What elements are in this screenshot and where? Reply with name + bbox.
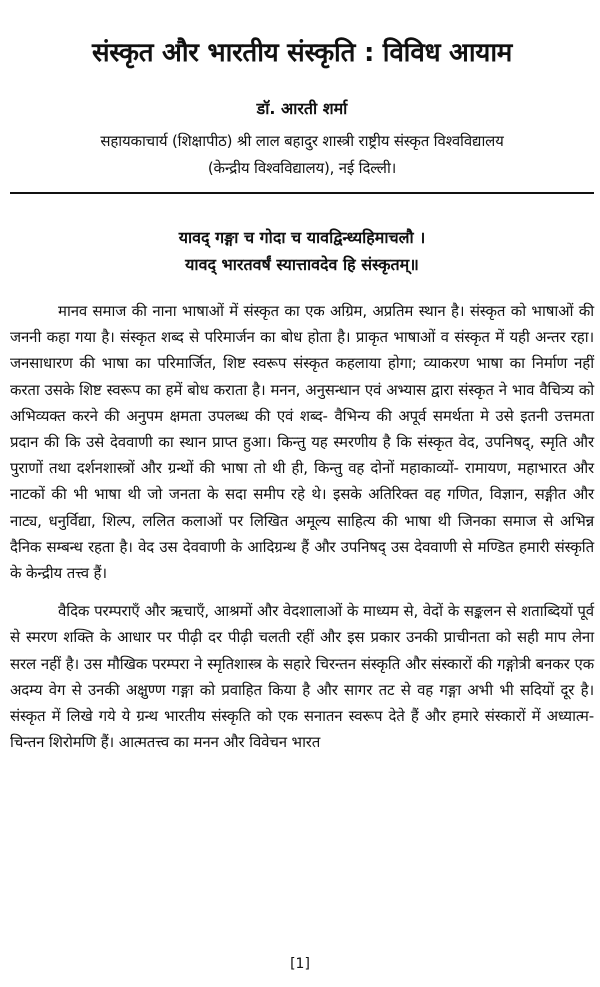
body-paragraph: वैदिक परम्पराएँ और ऋचाएँ, आश्रमों और वेदशालाओं के माध्यम से, वेदों के सङ्कलन से शताब्दियों पूर्व से स्मरण शक्ति के आधार पर पीढ़ी दर पीढ़ी चलती रहीं और इस प्रकार उनकी प्राचीनता को सही माप लेना सरल नहीं है। उस मौखिक परम्परा ने स्मृतिशास्त्र के सहारे चिरन्तन संस्कृति और संस्कारों की गङ्गोत्री बनकर एक अदम्य वेग से उनकी अक्षुण्ण गङ्गा को प्रवाहित किया है और सागर तट से वह गङ्गा अभी भी सदियों दूर है। संस्कृत में लिखे गये ये ग्रन्थ भारतीय संस्कृति को एक सनातन स्वरूप देते हैं और हमारे संस्कारों में अध्यात्म-चिन्तन शिरोमणि हैं। आत्मतत्त्व का मनन और विवेचन भारत [10, 602, 594, 752]
verse-line: यावद् भारतवर्षं स्यात्तावदेव हि संस्कृतम्॥ [185, 255, 419, 274]
page-title: संस्कृत और भारतीय संस्कृति : विविध आयाम [91, 38, 513, 68]
body-paragraph: मानव समाज की नाना भाषाओं में संस्कृत का एक अग्रिम, अप्रतिम स्थान है। संस्कृत को भाषाओं की जननी कहा गया है। संस्कृत शब्द से परिमार्जन का बोध होता है। प्राकृत भाषाओं व संस्कृत में यही अन्तर रहा। जनसाधारण की भाषा का परिमार्जित, शिष्ट स्वरूप संस्कृत कहलाया होगा; व्याकरण भाषा का निर्माण नहीं करता उसके शिष्ट स्वरूप का हमें बोध कराता है। मनन, अनुसन्धान एवं अभ्यास द्वारा संस्कृत ने भाव वैचित्र्य को अभिव्यक्त करने की अनुपम क्षमता उपलब्ध की एवं शब्द- वैभिन्य की अपूर्व समर्थता मे उसे इतनी उत्तमता प्रदान की कि उसे देववाणी का स्थान प्राप्त हुआ। किन्तु यह स्मरणीय है कि संस्कृत वेद, उपनिषद्, स्मृति और पुराणों तथा दर्शनशास्त्रों और ग्रन्थों की भाषा तो थी ही, किन्तु वह दोनों महाकाव्यों- रामायण, महाभारत और नाटकों की भी भाषा थी जो जनता के सदा समीप रहे थे। इसके अतिरिक्त वह गणित, विज्ञान, सङ्गीत और नाट्य, धनुर्विद्या, शिल्प, ललित कलाओं पर लिखित अमूल्य साहित्य की भाषा थी जिनका समाज से अभिन्न दैनिक सम्बन्ध रहता है। वेद उस देववाणी के आदिग्रन्थ हैं और उपनिषद् उस देववाणी से मण्डित हमारी संस्कृति के केन्द्रीय तत्त्व हैं। [10, 302, 594, 583]
author-name: डॉ. आरती शर्मा [256, 99, 348, 118]
epigraph-verse [10, 224, 594, 278]
header-divider [10, 192, 594, 194]
affiliation-line: (केन्द्रीय विश्वविद्यालय), नई दिल्ली। [207, 159, 397, 177]
verse-line: यावद् गङ्गा च गोदा च यावद्विन्ध्यहिमाचलौ । [178, 228, 426, 247]
page-number: [1] [290, 956, 310, 972]
affiliation [10, 128, 594, 182]
affiliation-line: सहायकाचार्य (शिक्षापीठ) श्री लाल बहादुर शास्त्री राष्ट्रीय संस्कृत विश्वविद्यालय [100, 132, 504, 150]
